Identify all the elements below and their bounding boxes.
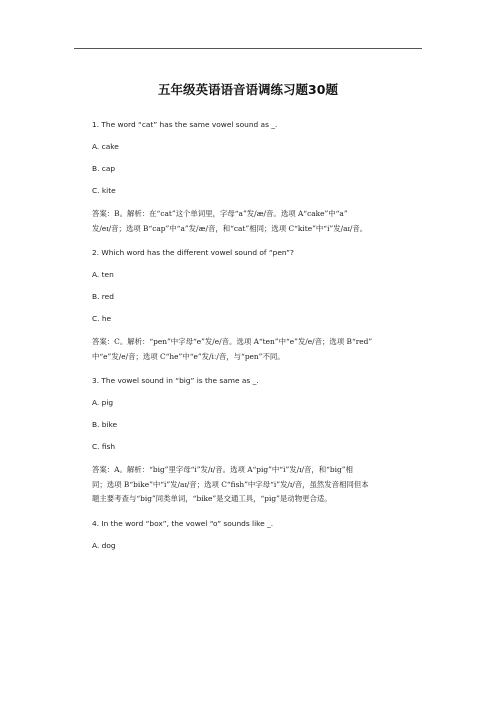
option: A. ten (92, 270, 114, 279)
option: B. red (92, 292, 114, 301)
answer-line: 题主要考查与“big”同类单词，“bike”是交通工具，“pig”是动物更合适。 (92, 494, 332, 503)
answer-line: 答案：A。解析：“big”里字母“i”发/ɪ/音。选项 A“pig”中“i”发/ɪ/音，和“big”相 (92, 465, 353, 474)
option: C. kite (92, 186, 116, 195)
answer-line: 中“e”发/e/音；选项 C“he”中“e”发/iː/音，与“pen”不同。 (92, 351, 285, 361)
option: A. dog (92, 540, 116, 550)
question-text: 1. The word “cat” has the same vowel sound as _. (92, 120, 278, 129)
question-text: 4. In the word “box”, the vowel “o” sounds like _. (92, 518, 274, 528)
answer-line: 发/eɪ/音；选项 B“cap”中“a”发/æ/音，和“cat”相同；选项 C“kite”中“i”发/aɪ/音。 (92, 223, 368, 233)
answer-line: 同；选项 B“bike”中“i”发/aɪ/音；选项 C“fish”中字母“i”发/ɪ/音，虽然发音相同但本 (92, 479, 369, 489)
page-title: 五年级英语语音语调练习题30题 (158, 82, 338, 97)
option: C. fish (92, 442, 116, 451)
question-text: 2. Which word has the different vowel sound of “pen”? (92, 248, 294, 257)
option: A. pig (92, 398, 114, 407)
answer-line: 答案：C。解析：“pen”中字母“e”发/e/音。选项 A“ten”中“e”发/e/音；选项 B“red” (92, 337, 373, 346)
header-rule (74, 48, 422, 49)
option: C. he (92, 314, 112, 323)
question-text: 3. The vowel sound in “big” is the same as _. (92, 376, 259, 385)
option: B. bike (92, 420, 118, 429)
answer-line: 答案：B。解析：在“cat”这个单词里，字母“a”发/æ/音。选项 A“cake”中“a” (92, 209, 348, 218)
option: B. cap (92, 164, 116, 173)
question-list (92, 119, 412, 551)
option: A. cake (92, 142, 119, 151)
